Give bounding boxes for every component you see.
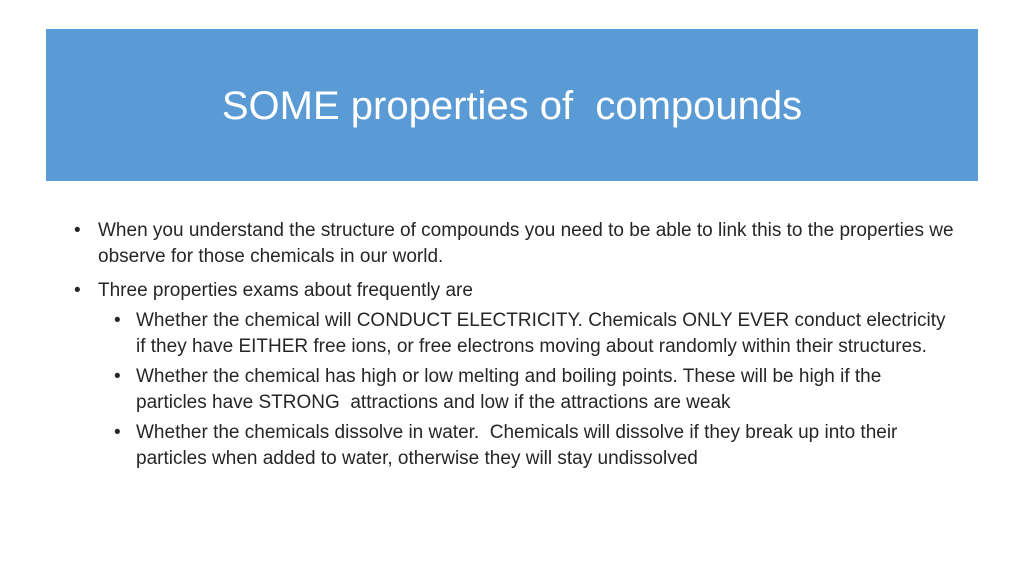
bullet-item bbox=[74, 218, 959, 270]
title-band bbox=[46, 29, 978, 181]
sub-bullet-item bbox=[74, 308, 954, 360]
bullet-text: When you understand the structure of compounds you need to be able to link this to the properties we observe for those chemicals in our world. bbox=[98, 220, 959, 267]
sub-bullet-text: Whether the chemical will CONDUCT ELECTRICITY. Chemicals ONLY EVER conduct electricity if they have EITHER free ions, or free electrons moving about randomly within their structures. bbox=[136, 310, 951, 357]
sub-bullet-item bbox=[74, 364, 954, 416]
bullet-dot-icon: • bbox=[74, 220, 81, 241]
body-content bbox=[74, 218, 959, 476]
bullet-dot-icon: • bbox=[114, 366, 121, 387]
sub-bullet-list bbox=[74, 308, 954, 472]
slide-title: SOME properties of compounds bbox=[221, 84, 803, 128]
bullet-dot-icon: • bbox=[114, 310, 121, 331]
bullet-dot-icon: • bbox=[74, 280, 81, 301]
bullet-text: Three properties exams about frequently are bbox=[98, 280, 473, 301]
sub-bullet-item bbox=[74, 420, 954, 472]
sub-bullet-text: Whether the chemical has high or low melting and boiling points. These will be high if the particles have STRONG attractions and low if the attractions are weak bbox=[136, 366, 887, 413]
sub-bullet-text: Whether the chemicals dissolve in water. Chemicals will dissolve if they break up into their particles when added to water, otherwise they will stay undissolved bbox=[136, 422, 903, 469]
bullet-item bbox=[74, 278, 954, 304]
bullet-dot-icon: • bbox=[114, 422, 121, 443]
